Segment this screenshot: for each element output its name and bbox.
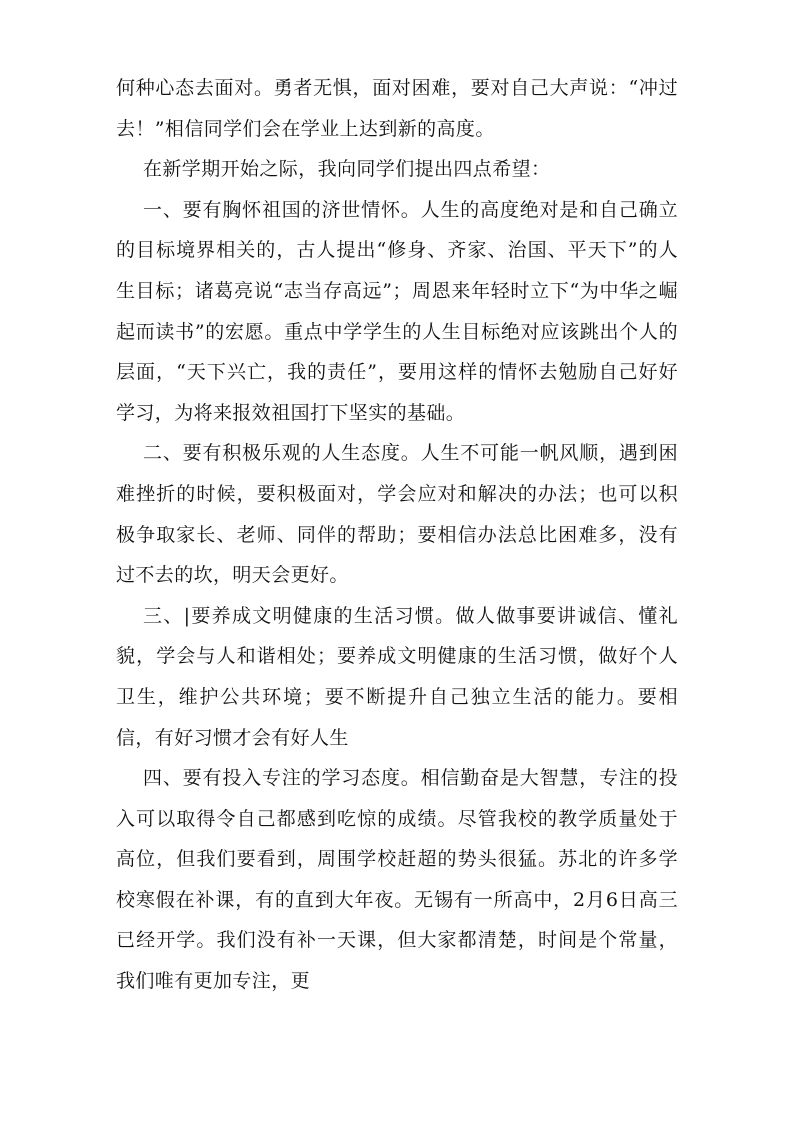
paragraph-hope-one: 一、要有胸怀祖国的济世情怀。人生的高度绝对是和自己确立的目标境界相关的，古人提出“修身、齐家、治国、平天下”的人生目标；诸葛亮说“志当存高远”；周恩来年轻时立下“为中华之崛起而读书”的宏愿。重点中学学生的人生目标绝对应该跳出个人的层面，“天下兴亡，我的责任”，要用这样的情怀去勉励自己好好学习，为将来报效祖国打下坚实的基础。 [116,198,678,424]
paragraph-continuation: 何种心态去面对。勇者无惧，面对困难，要对自己大声说：“冲过去！”相信同学们会在学业上达到新的高度。 [116,77,678,140]
document-body [116,68,678,1002]
paragraph-intro-hopes: 在新学期开始之际，我向同学们提出四点希望： [143,158,551,181]
paragraph-hope-two: 二、要有积极乐观的人生态度。人生不可能一帆风顺，遇到困难挫折的时候，要积极面对，学会应对和解决的办法；也可以积极争取家长、老师、同伴的帮助；要相信办法总比困难多，没有过不去的坎，明天会更好。 [116,442,678,587]
paragraph-hope-four: 四、要有投入专注的学习态度。相信勤奋是大智慧，专注的投入可以取得令自己都感到吃惊的成绩。尽管我校的教学质量处于高位，但我们要看到，周围学校赶超的势头很猛。苏北的许多学校寒假在补课，有的直到大年夜。无锡有一所高中，2月6日高三已经开学。我们没有补一天课，但大家都清楚，时间是个常量，我们唯有更加专注，更 [116,767,678,993]
paragraph-hope-three: 三、|要养成文明健康的生活习惯。做人做事要讲诚信、懂礼貌，学会与人和谐相处；要养成文明健康的生活习惯，做好个人卫生，维护公共环境；要不断提升自己独立生活的能力。要相信，有好习惯才会有好人生 [116,604,678,749]
